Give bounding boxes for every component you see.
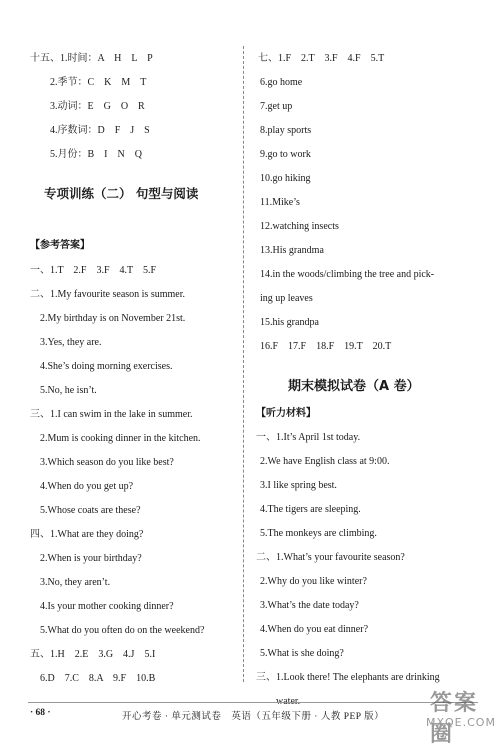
answer-line: 5.No, he isn’t.: [40, 385, 97, 396]
answer-line: 四、1.What are they doing?: [30, 529, 144, 540]
answer-line: 5.月份：B I N Q: [50, 149, 142, 160]
answer-line: 6.D 7.C 8.A 9.F 10.B: [40, 673, 156, 684]
answer-line: 2.When is your birthday?: [40, 553, 142, 564]
listening-line: 3.What’s the date today?: [260, 600, 359, 611]
listening-line: 2.Why do you like winter?: [260, 576, 367, 587]
page-number: · 68 ·: [30, 708, 51, 718]
watermark-text: 答案圈: [430, 691, 479, 747]
answer-line: 一、1.T 2.F 3.F 4.T 5.F: [30, 265, 157, 276]
answer-line: 11.Mike’s: [260, 197, 300, 208]
footer-title: 开心考卷 · 单元测试卷 英语（五年级下册 · 人教 PEP 版）: [122, 712, 385, 722]
listening-line: 5.The monkeys are climbing.: [260, 528, 377, 539]
answer-line: 2.My birthday is on November 21st.: [40, 313, 186, 324]
listening-line: 4.When do you eat dinner?: [260, 624, 369, 635]
answer-line: 13.His grandma: [260, 245, 324, 256]
answer-line: 2.Mum is cooking dinner in the kitchen.: [40, 433, 201, 444]
footer-rule: [28, 702, 478, 703]
answer-line: 3.Which season do you like best?: [40, 457, 174, 468]
listening-line: 3.I like spring best.: [260, 480, 337, 491]
answer-line: 9.go to work: [260, 149, 311, 160]
answer-line: 15.his grandpa: [260, 317, 319, 328]
watermark-logo: [426, 686, 496, 747]
listening-line: water.: [276, 696, 301, 707]
answer-line: 三、1.I can swim in the lake in summer.: [30, 409, 193, 420]
column-divider: [243, 46, 244, 682]
answer-line: 7.get up: [260, 101, 293, 112]
answer-line: 16.F 17.F 18.F 19.T 20.T: [260, 341, 392, 352]
listening-line: 一、1.It’s April 1st today.: [256, 432, 361, 443]
answer-line: 2.季节：C K M T: [50, 77, 147, 88]
answer-line: 3.动词：E G O R: [50, 101, 145, 112]
answer-line: 10.go hiking: [260, 173, 311, 184]
listening-line: 4.The tigers are sleeping.: [260, 504, 361, 515]
answer-line: 3.Yes, they are.: [40, 337, 102, 348]
answer-line: 二、1.My favourite season is summer.: [30, 289, 185, 300]
answer-line: 3.No, they aren’t.: [40, 577, 111, 588]
watermark-url: MXQE.COM: [426, 716, 496, 729]
listening-line: 二、1.What’s your favourite season?: [256, 552, 405, 563]
answer-line: 4.She’s doing morning exercises.: [40, 361, 173, 372]
listening-line: 2.We have English class at 9:00.: [260, 456, 390, 467]
section-heading: 期末模拟试卷（A 卷）: [288, 379, 420, 394]
answer-line: 6.go home: [260, 77, 303, 88]
listening-line: 三、1.Look there! The elephants are drinking: [256, 672, 440, 683]
answer-line: 12.watching insects: [260, 221, 339, 232]
answer-line: 14.in the woods/climbing the tree and pick-: [260, 269, 435, 280]
listening-line: 5.What is she doing?: [260, 648, 344, 659]
answer-line: ing up leaves: [260, 293, 313, 304]
answer-line: 5.Whose coats are these?: [40, 505, 141, 516]
answer-line: 七、1.F 2.T 3.F 4.F 5.T: [258, 53, 385, 64]
answer-line: 十五、1.时间：A H L P: [30, 53, 153, 64]
section-heading: 专项训练（二） 句型与阅读: [44, 186, 199, 201]
answer-line: 5.What do you often do on the weekend?: [40, 625, 205, 636]
answer-line: 4.Is your mother cooking dinner?: [40, 601, 174, 612]
reference-answer-label: 【参考答案】: [30, 240, 90, 251]
answer-line: 4.序数词：D F J S: [50, 125, 150, 136]
listening-material-label: 【听力材料】: [256, 408, 316, 419]
answer-line: 五、1.H 2.E 3.G 4.J 5.I: [30, 649, 156, 660]
answer-line: 8.play sports: [260, 125, 312, 136]
answer-line: 4.When do you get up?: [40, 481, 134, 492]
